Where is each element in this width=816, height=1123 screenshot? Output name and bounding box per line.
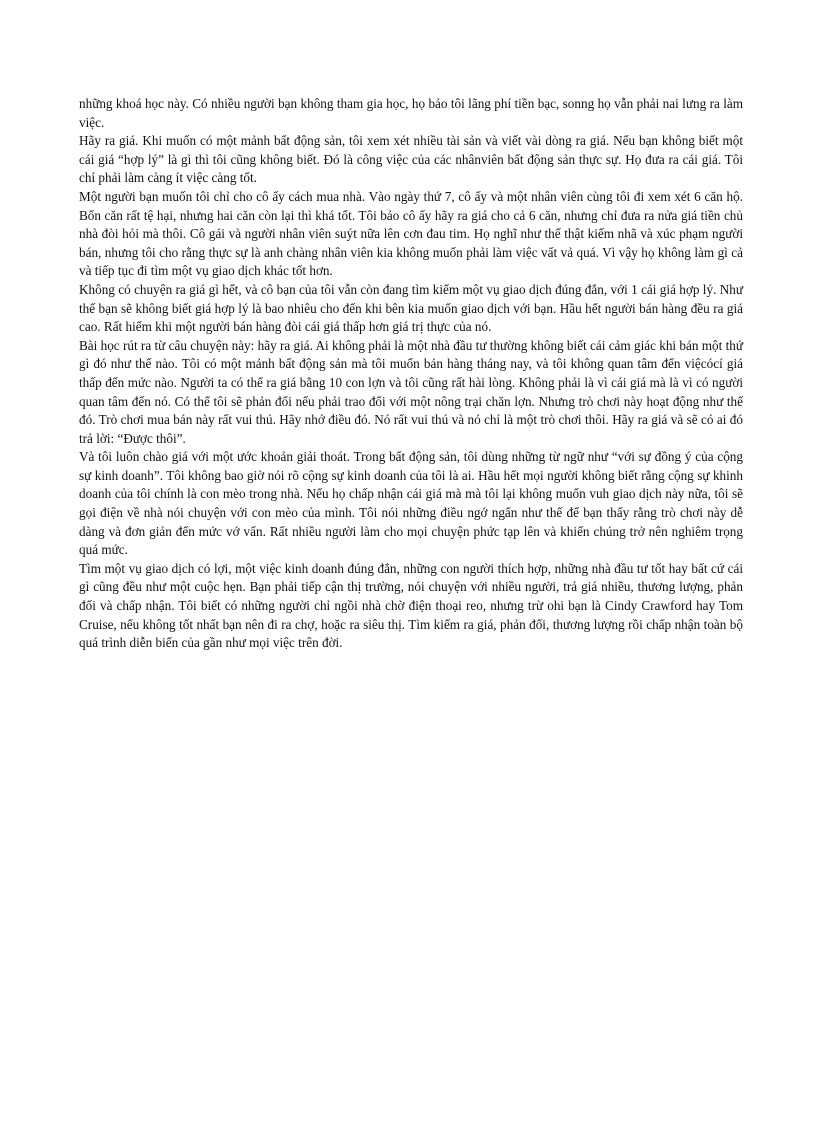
paragraph-2: Hãy ra giá. Khi muốn có một mảnh bất động sản, tôi xem xét nhiều tài sản và viết vài dòng ra giá. Nếu bạn không biết một cái giá “hợp lý” là gì thì tôi cũng không biết. Đó là công việc của các nhânviên bất động sản thực sự. Họ đưa ra cái giá. Tôi chỉ phải làm càng ít việc càng tốt. bbox=[79, 133, 743, 186]
paragraph-5: Bài học rút ra từ câu chuyện này: hãy ra giá. Ai không phải là một nhà đầu tư thường không biết cái cảm giác khi bán một thứ gì đó như thế nào. Tôi có một mảnh bất động sản mà tôi muốn bán hàng tháng nay, và tôi không quan tâm đến việcócí giá thấp đến mức nào. Người ta có thể ra giá bằng 10 con lợn và tôi cũng rất hài lòng. Không phải là vì cái giá mà là vì có người quan tâm đến nó. Có thể tôi sẽ phản đối nếu phải trao đổi với một nông trại chăn lợn. Nhưng trò chơi này hoạt động như thế đó. Trò chơi mua bán này rất vui thú. Hãy nhớ điều đó. Nó rất vui thú và nó chỉ là một trò chơi thôi. Hãy ra giá và sẽ có ai đó trả lời: “Được thôi”. bbox=[79, 337, 743, 446]
paragraph-7: Tìm một vụ giao dịch có lợi, một việc kinh doanh đúng đắn, những con người thích hợp, những nhà đầu tư tốt hay bất cứ cái gì cũng đều như một cuộc hẹn. Bạn phải tiếp cận thị trường, nói chuyện với nhiều người, trả giá nhiều, thương lượng, phản đối và chấp nhận. Tôi biết có những người chỉ ngồi nhà chờ điện thoại reo, nhưng trừ ohi bạn là Cindy Crawford hay Tom Cruise, nếu không tốt nhất bạn nên đi ra chợ, hoặc ra siêu thị. Tìm kiếm ra giá, phản đối, thương lượng rồi chấp nhận toàn bộ quá trình diễn biến của gần như mọi việc trên đời. bbox=[79, 560, 743, 651]
document-page bbox=[79, 95, 743, 653]
paragraph-3: Một người bạn muốn tôi chỉ cho cô ấy cách mua nhà. Vào ngày thứ 7, cô ấy và một nhân viên cùng tôi đi xem xét 6 căn hộ. Bốn căn rất tệ hại, nhưng hai căn còn lại thì khá tốt. Tôi bảo cô ấy hãy ra giá cho cả 6 căn, nhưng chỉ đưa ra nửa giá tiền chủ nhà đòi hỏi mà thôi. Cô gái và người nhân viên suýt nữa lên cơn đau tim. Họ nghĩ như thế thật kiếm nhã và xúc phạm người bán, nhưng tôi cho rằng thực sự là anh chàng nhân viên kia không muốn phải làm việc vất vả quá. Vì vậy họ không làm gì cả và tiếp tục đi tìm một vụ giao dịch khác tốt hơn. bbox=[79, 188, 743, 279]
paragraph-4: Không có chuyện ra giá gì hết, và cô bạn của tôi vẫn còn đang tìm kiếm một vụ giao dịch đúng đắn, với 1 cái giá hợp lý. Như thế bạn sẽ không biết giá hợp lý là bao nhiêu cho đến khi bên kia muốn giao dịch với bạn. Hầu hết người bán hàng đều ra giá cao. Rất hiếm khi một người bán hàng đòi cái giá thấp hơn giá trị thực của nó. bbox=[79, 281, 743, 335]
paragraph-6: Và tôi luôn chào giá với một ước khoản giải thoát. Trong bất động sản, tôi dùng những từ ngữ như “với sự đồng ý của cộng sự kinh doanh”. Tôi không bao giờ nói rõ cộng sự kinh doanh của tôi là ai. Hầu hết mọi người không biết rằng cộng sự khinh doanh của tôi chính là con mèo trong nhà. Nếu họ chấp nhận cái giá mà mà tôi lại không muốn vuh giao dịch này nữa, tôi sẽ gọi điện về nhà nói chuyện với con mèo của mình. Tôi nói những điều ngớ ngẩn như thế để bạn thấy rằng trò chơi này dễ dàng và đơn giản đến mức vớ vẩn. Rất nhiều người làm cho mọi chuyện phức tạp lên và khiến chúng trở nên nghiêm trọng quá mức. bbox=[79, 449, 743, 558]
paragraph-1: những khoá học này. Có nhiều người bạn không tham gia học, họ bảo tôi lãng phí tiền bạc, sonng họ vẫn phải nai lưng ra làm việc. bbox=[79, 96, 743, 130]
